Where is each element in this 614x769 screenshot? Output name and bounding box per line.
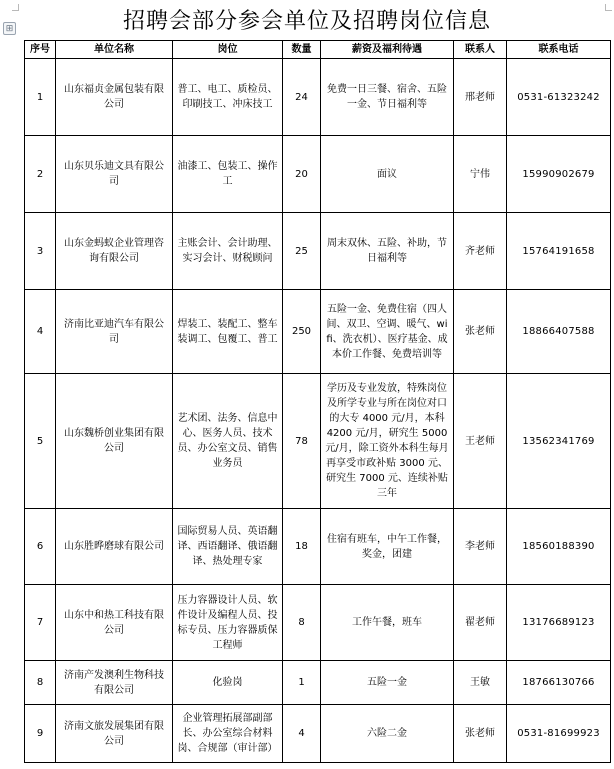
cell-count: 24 [283, 59, 321, 136]
table-row [25, 509, 611, 585]
cell-company: 山东贝乐迪文具有限公司 [56, 136, 173, 213]
cell-benefits: 六险二金 [321, 705, 454, 763]
cell-no: 8 [25, 661, 56, 705]
cell-contact: 宁伟 [454, 136, 507, 213]
cell-company: 山东魏桥创业集团有限公司 [56, 374, 173, 509]
table-row [25, 585, 611, 661]
cell-phone: 15764191658 [507, 213, 611, 290]
cell-count: 20 [283, 136, 321, 213]
cell-benefits: 五险一金、免费住宿（四人间、双卫、空调、暖气、wifi、洗衣机）、医疗基金、成本价工作餐、免费培训等 [321, 290, 454, 374]
cell-count: 4 [283, 705, 321, 763]
table-row [25, 59, 611, 136]
table-row [25, 213, 611, 290]
recruitment-table [24, 40, 611, 763]
cell-company: 济南比亚迪汽车有限公司 [56, 290, 173, 374]
cell-no: 5 [25, 374, 56, 509]
cell-phone: 0531-81699923 [507, 705, 611, 763]
cell-company: 山东福贞金属包装有限公司 [56, 59, 173, 136]
cell-count: 18 [283, 509, 321, 585]
cell-count: 25 [283, 213, 321, 290]
cell-count: 1 [283, 661, 321, 705]
cell-positions: 压力容器设计人员、软件设计及编程人员、投标专员、压力容器质保工程师 [173, 585, 283, 661]
cell-no: 7 [25, 585, 56, 661]
table-row [25, 661, 611, 705]
cell-count: 250 [283, 290, 321, 374]
cell-company: 济南产发澳利生物科技有限公司 [56, 661, 173, 705]
table-row [25, 136, 611, 213]
cell-company: 济南文旅发展集团有限公司 [56, 705, 173, 763]
cell-positions: 艺术团、法务、信息中心、医务人员、技术员、办公室文员、销售业务员 [173, 374, 283, 509]
cell-benefits: 面议 [321, 136, 454, 213]
cell-company: 山东胜晔磨球有限公司 [56, 509, 173, 585]
cell-count: 78 [283, 374, 321, 509]
cell-positions: 国际贸易人员、英语翻译、西语翻译、俄语翻译、热处理专家 [173, 509, 283, 585]
page-title: 招聘会部分参会单位及招聘岗位信息 [122, 9, 491, 34]
cell-contact: 齐老师 [454, 213, 507, 290]
cell-count: 8 [283, 585, 321, 661]
cell-company: 山东中和热工科技有限公司 [56, 585, 173, 661]
cell-no: 4 [25, 290, 56, 374]
cell-phone: 13176689123 [507, 585, 611, 661]
table-row [25, 374, 611, 509]
header-phone: 联系电话 [507, 41, 611, 59]
cell-contact: 翟老师 [454, 585, 507, 661]
cell-phone: 18866407588 [507, 290, 611, 374]
cell-positions: 企业管理拓展部副部长、办公室综合材料岗、合规部（审计部） [173, 705, 283, 763]
cell-positions: 主账会计、会计助理、实习会计、财税顾问 [173, 213, 283, 290]
cell-no: 3 [25, 213, 56, 290]
header-no: 序号 [25, 41, 56, 59]
header-company: 单位名称 [56, 41, 173, 59]
table-move-handle[interactable]: ⊞ [3, 22, 16, 35]
cell-no: 6 [25, 509, 56, 585]
cell-contact: 邢老师 [454, 59, 507, 136]
header-count: 数量 [283, 41, 321, 59]
cell-benefits: 工作午餐，班车 [321, 585, 454, 661]
cell-benefits: 免费一日三餐、宿舍、五险一金、节日福利等 [321, 59, 454, 136]
cell-no: 2 [25, 136, 56, 213]
cell-positions: 普工、电工、质检员、印刷技工、冲床技工 [173, 59, 283, 136]
cell-phone: 0531-61323242 [507, 59, 611, 136]
table-row [25, 705, 611, 763]
cell-company: 山东金蚂蚁企业管理咨询有限公司 [56, 213, 173, 290]
cell-no: 9 [25, 705, 56, 763]
cell-contact: 李老师 [454, 509, 507, 585]
header-positions: 岗位 [173, 41, 283, 59]
cell-phone: 15990902679 [507, 136, 611, 213]
cell-contact: 王敏 [454, 661, 507, 705]
cell-benefits: 五险一金 [321, 661, 454, 705]
table-row [25, 290, 611, 374]
cell-contact: 张老师 [454, 290, 507, 374]
cell-no: 1 [25, 59, 56, 136]
cell-phone: 18560188390 [507, 509, 611, 585]
cell-contact: 张老师 [454, 705, 507, 763]
cell-positions: 化验岗 [173, 661, 283, 705]
cell-benefits: 住宿有班车，中午工作餐，奖金，团建 [321, 509, 454, 585]
header-contact: 联系人 [454, 41, 507, 59]
cell-positions: 油漆工、包装工、操作工 [173, 136, 283, 213]
cell-benefits: 学历及专业发放，特殊岗位及所学专业与所在岗位对口的大专 4000 元/月，本科 4200 元/月，研究生 5000 元/月，除工资外本科生每月再享受市政补贴 3000 元、研究生 7000 元、连续补贴三年 [321, 374, 454, 509]
cell-benefits: 周末双休、五险、补助，节日福利等 [321, 213, 454, 290]
cell-phone: 13562341769 [507, 374, 611, 509]
cell-positions: 焊装工、装配工、整车装调工、包覆工、普工 [173, 290, 283, 374]
cell-contact: 王老师 [454, 374, 507, 509]
cell-phone: 18766130766 [507, 661, 611, 705]
table-header-row [25, 41, 611, 59]
header-benefits: 薪资及福利待遇 [321, 41, 454, 59]
